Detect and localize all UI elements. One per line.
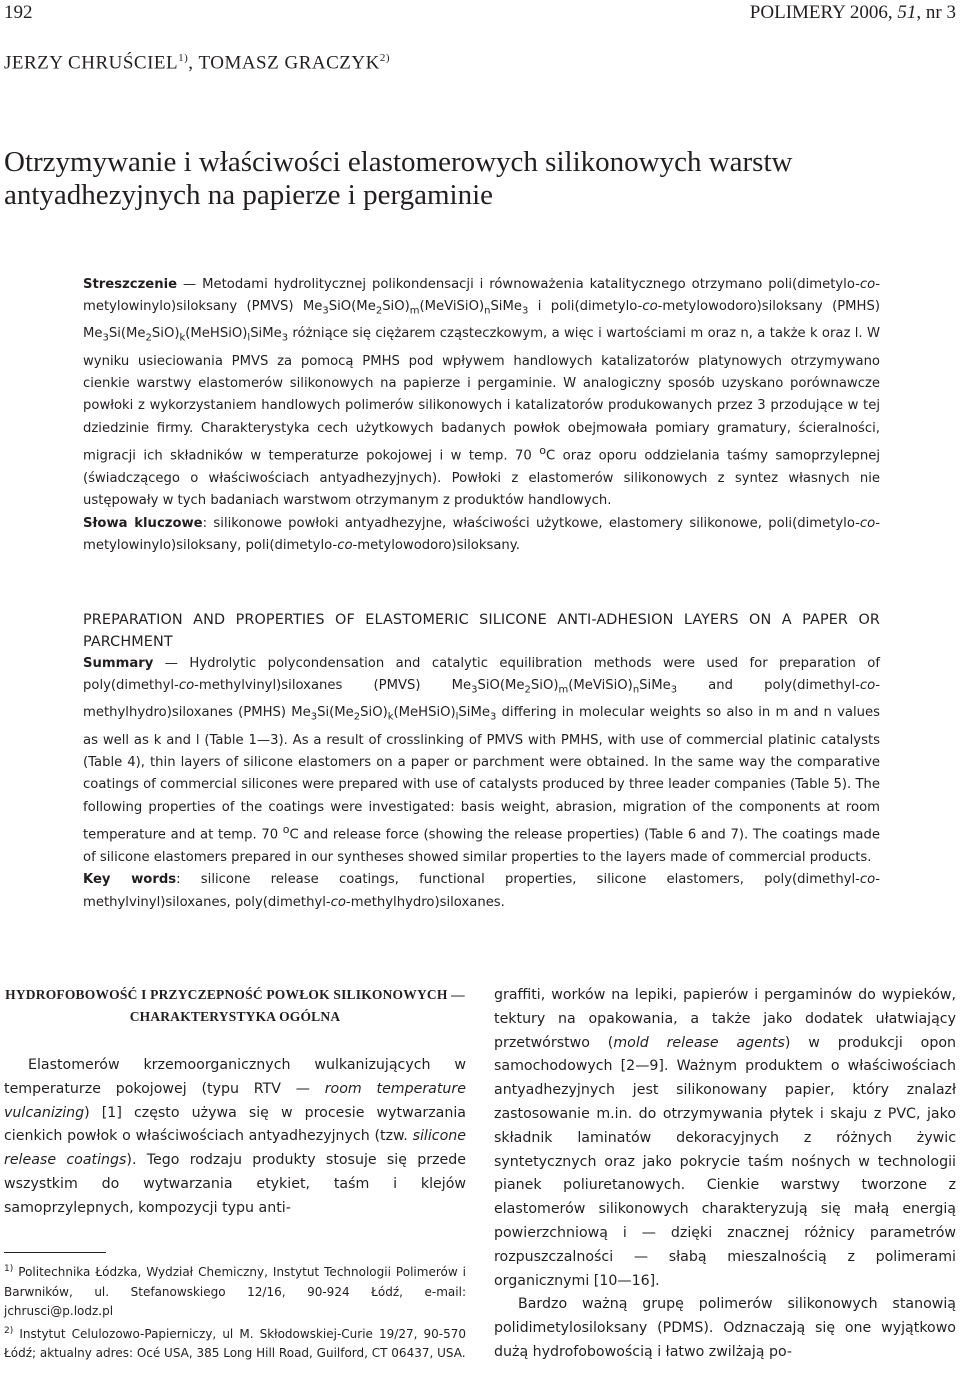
- body-text: Elastomerów krzemoorganicznych wulkanizujących w temperaturze pokojowej (typu RTV —: [4, 1057, 466, 1097]
- abstract-text: SiMe: [250, 326, 282, 342]
- subscript: m: [558, 685, 569, 697]
- right-column: [494, 984, 956, 1365]
- keywords-co: co: [337, 538, 353, 554]
- right-paragraph-1: [494, 984, 956, 1293]
- summary-text: and poly(dimethyl-: [677, 678, 860, 694]
- journal-issue: , nr 3: [916, 2, 956, 23]
- abstract-co: co: [859, 277, 876, 292]
- subscript: 3: [322, 306, 329, 318]
- summary-text: — Hydrolytic polycondensation and catalytic equilibration methods were used for preparation of poly(dimethyl-: [83, 656, 880, 694]
- keywords-text: -metylowinylo)siloksany, poli(dimetylo-: [83, 515, 881, 554]
- summary-co: co: [859, 678, 876, 694]
- abstract-text: różniące się ciężarem cząsteczkowym, a więc i wartościami m oraz n, a także k oraz l. W wyniku usieciowania PMVS za pomocą PMHS pod wpływem handlowych katalizatorów platynowych otrzymywano cienkie warstwy elastomerów silikonowych na papierze i pergaminie. W analogiczny sposób uzyskano porównawcze powłoki z wykorzystaniem handlowych polimerów silikonowych i katalizatorów produkowanych przez 3 przodujące w tej dziedzinie firmy. Charakterystyka cech użytkowych badanych powłok obejmowała pomiary gramatury, ścieralności, migracji ich składników w temperaturze pokojowej i w temp. 70: [83, 326, 880, 464]
- subscript: k: [387, 712, 394, 724]
- body-text: ) w produkcji opon samochodowych [2—9]. Ważnym produktem o właściwościach antyadhezyjnych jest silikonowany papier, który znalazł zastosowanie m.in. do otrzymywania płytek i skaju z PVC, jako składnik laminatów dekoracyjnych z różnych żywic syntetycznych oraz jako pokrycie taśm nośnych w technologii pianek poliuretanowych. Cienkie warstwy tworzone z elastomerów silikonowych charakteryzują się małą energią powierzchniową i — dzięki znacznej różnicy parametrów rozpuszczalności — słabą mieszalnością z polimerami organicznymi [10—16].: [494, 1034, 956, 1289]
- abstract-text: (MeHSiO): [185, 326, 248, 342]
- summary-text: SiMe: [458, 705, 490, 721]
- summary-text: C and release force (showing the release properties) (Table 6 and 7). The coatings made of silicone elastomers prepared in our syntheses showed similar properties to the layers made of commercial products.: [83, 827, 880, 865]
- journal-volume: 51: [897, 2, 917, 23]
- summary-title: PREPARATION AND PROPERTIES OF ELASTOMERIC SILICONE ANTI-ADHESION LAYERS ON A PAPER OR PARCHMENT: [83, 612, 880, 650]
- summary-label: Summary: [83, 656, 154, 671]
- keywords-text: -metylowodoro)siloksany.: [352, 538, 520, 554]
- subscript: n: [632, 685, 640, 697]
- subscript: 3: [489, 712, 497, 724]
- author-2: , TOMASZ GRACZYK: [188, 52, 380, 74]
- abstract-text: C oraz oporu oddzielania taśmy samoprzylepnej (świadczącego o właściwościach antyadhezyjnych). Powłoki z elastomerów silikonowych z syntez własnych nie ustępowały w tych badaniach warstwom otrzymanym z produktów handlowych.: [83, 448, 881, 509]
- subscript: l: [455, 712, 459, 724]
- keywords-en-text: -methylhydro)siloxanes.: [346, 894, 505, 910]
- subscript: 3: [670, 685, 678, 697]
- body-italic: mold release agents: [613, 1034, 785, 1051]
- authors: [4, 52, 390, 74]
- subscript: 2: [375, 306, 383, 318]
- summary-text: SiO): [360, 705, 388, 721]
- abstract-text: -metylowinylo)siloksany (PMVS) Me: [83, 277, 880, 315]
- right-paragraph-2: Bardzo ważną grupę polimerów silikonowych stanowią polidimetylosiloksany (PDMS). Odznaczają się one wyjątkowo dużą hydrofobowością i łatwo zwilżają po-: [494, 1296, 956, 1360]
- subscript: 3: [310, 712, 318, 724]
- body-text: ) [1] często używa się w procesie wytwarzania cienkich powłok o właściwościach antyadhezyjnych (tzw.: [4, 1104, 466, 1145]
- summary-co: co: [178, 678, 195, 694]
- summary-text: SiMe: [639, 678, 671, 694]
- footnote-text: Instytut Celulozowo-Papierniczy, ul M. Skłodowskiej-Curie 19/27, 90-570 Łódź; aktualny adres: Océ USA, 385 Long Hill Road, Guilford, CT 06437, USA.: [4, 1326, 466, 1360]
- summary-text: -methylhydro)siloxanes (PMHS) Me: [83, 678, 880, 721]
- keywords-co: co: [859, 515, 876, 531]
- degree-sign: o: [539, 444, 546, 458]
- keywords-en-co: co: [859, 872, 876, 888]
- body-text: graffiti, worków na lepiki, papierów i pergaminów do wypieków, tektury na opakowania, a także jako dodatek ułatwiający przetwórstwo (: [494, 987, 956, 1051]
- subscript: n: [484, 306, 491, 318]
- keywords-en-text: -methylvinyl)siloxanes, poly(dimethyl-: [83, 872, 881, 910]
- subscript: l: [247, 333, 251, 345]
- keywords-en-co: co: [330, 894, 346, 910]
- abstract-co: co: [642, 299, 658, 315]
- subscript: 3: [281, 333, 289, 345]
- journal-header: [750, 2, 956, 24]
- abstract-text: i poli(dimetylo-: [528, 299, 643, 315]
- keywords-text: : silikonowe powłoki antyadhezyjne, właściwości użytkowe, elastomery silikonowe, poli(dimetylo-: [202, 515, 860, 531]
- summary-en: [83, 609, 880, 914]
- keywords-en-label: Key words: [83, 872, 177, 888]
- subscript: 2: [524, 685, 531, 697]
- body-italic: room temperature vulcanizing: [4, 1080, 466, 1121]
- subscript: k: [179, 333, 186, 345]
- footnote-mark: 1): [4, 1264, 14, 1274]
- subscript: 3: [521, 306, 529, 318]
- footnote-text: Politechnika Łódzka, Wydział Chemiczny, Instytut Technologii Polimerów i Barwników, ul. Stefanowskiego 12/16, 90-924 Łódź, e-mail: jchrusci@p.lodz.pl: [4, 1265, 466, 1318]
- body-italic: silicone release coatings: [4, 1128, 466, 1169]
- author-2-mark: 2): [379, 52, 390, 64]
- footnote-mark: 2): [4, 1325, 14, 1336]
- summary-text: (MeHSiO): [393, 705, 456, 721]
- summary-text: (MeViSiO): [568, 678, 633, 694]
- subscript: 3: [471, 685, 478, 697]
- page-number: 192: [4, 2, 33, 23]
- subscript: 2: [145, 333, 152, 345]
- abstract-text: -metylowodoro)siloksany (PMHS) Me: [83, 299, 880, 342]
- abstract-text: SiO): [151, 326, 180, 342]
- abstract-text: Si(Me: [108, 326, 146, 342]
- article-title: Otrzymywanie i właściwości elastomerowych silikonowych warstw antyadhezyjnych na papierze i pergaminie: [4, 146, 793, 211]
- author-1: JERZY CHRUŚCIEL: [4, 52, 179, 74]
- section-heading: HYDROFOBOWOŚĆ I PRZYCZEPNOŚĆ POWŁOK SILIKONOWYCH — CHARAKTERYSTYKA OGÓLNA: [5, 987, 465, 1024]
- keywords-en-text: : silicone release coatings, functional properties, silicone elastomers, poly(dimethyl-: [176, 872, 860, 888]
- abstract-text: SiO(Me: [328, 299, 376, 315]
- abstract-text: — Metodami hydrolitycznej polikondensacji i równoważenia katalitycznego otrzymano poli(dimetylo-: [177, 277, 860, 292]
- footnotes: [4, 1260, 466, 1364]
- summary-text: Si(Me: [317, 705, 354, 721]
- author-1-mark: 1): [178, 52, 189, 64]
- abstract-label: Streszczenie: [83, 277, 178, 292]
- abstract-text: SiMe: [490, 299, 522, 315]
- left-column: [4, 984, 466, 1221]
- body-text: ). Tego rodzaju produkty stosuje się przede wszystkim do wytwarzania etykiet, taśm i klejów samoprzylepnych, kompozycji typu anti-: [4, 1152, 466, 1216]
- abstract-text: (MeViSiO): [419, 299, 485, 315]
- subscript: 3: [102, 333, 109, 345]
- summary-text: SiO): [530, 678, 559, 694]
- subscript: 2: [353, 712, 361, 724]
- left-paragraph: [4, 1054, 466, 1221]
- abstract-text: SiO): [382, 299, 410, 315]
- summary-text: differing in molecular weights so also in m and n values as well as k and l (Table 1—3). As a result of crosslinking of PMVS with PMHS, with use of commercial platinic catalysts (Table 4), thin layers of silicone elastomers on a paper or parchment were obtained. In the same way the comparative coatings of commercial silicones were prepared with use of catalysts produced by three leader companies (Table 5). The following properties of the coatings were investigated: basis weight, abrasion, migration of the components at room temperature and at temp. 70: [83, 705, 880, 843]
- summary-text: SiO(Me: [477, 678, 525, 694]
- degree-sign: o: [282, 823, 290, 837]
- abstract-pl: [83, 274, 880, 558]
- summary-text: -methylvinyl)siloxanes (PMVS) Me: [194, 678, 472, 694]
- journal-name: POLIMERY 2006,: [749, 2, 898, 23]
- subscript: m: [409, 306, 420, 318]
- footnote-rule: [4, 1252, 106, 1253]
- keywords-label: Słowa kluczowe: [83, 515, 203, 531]
